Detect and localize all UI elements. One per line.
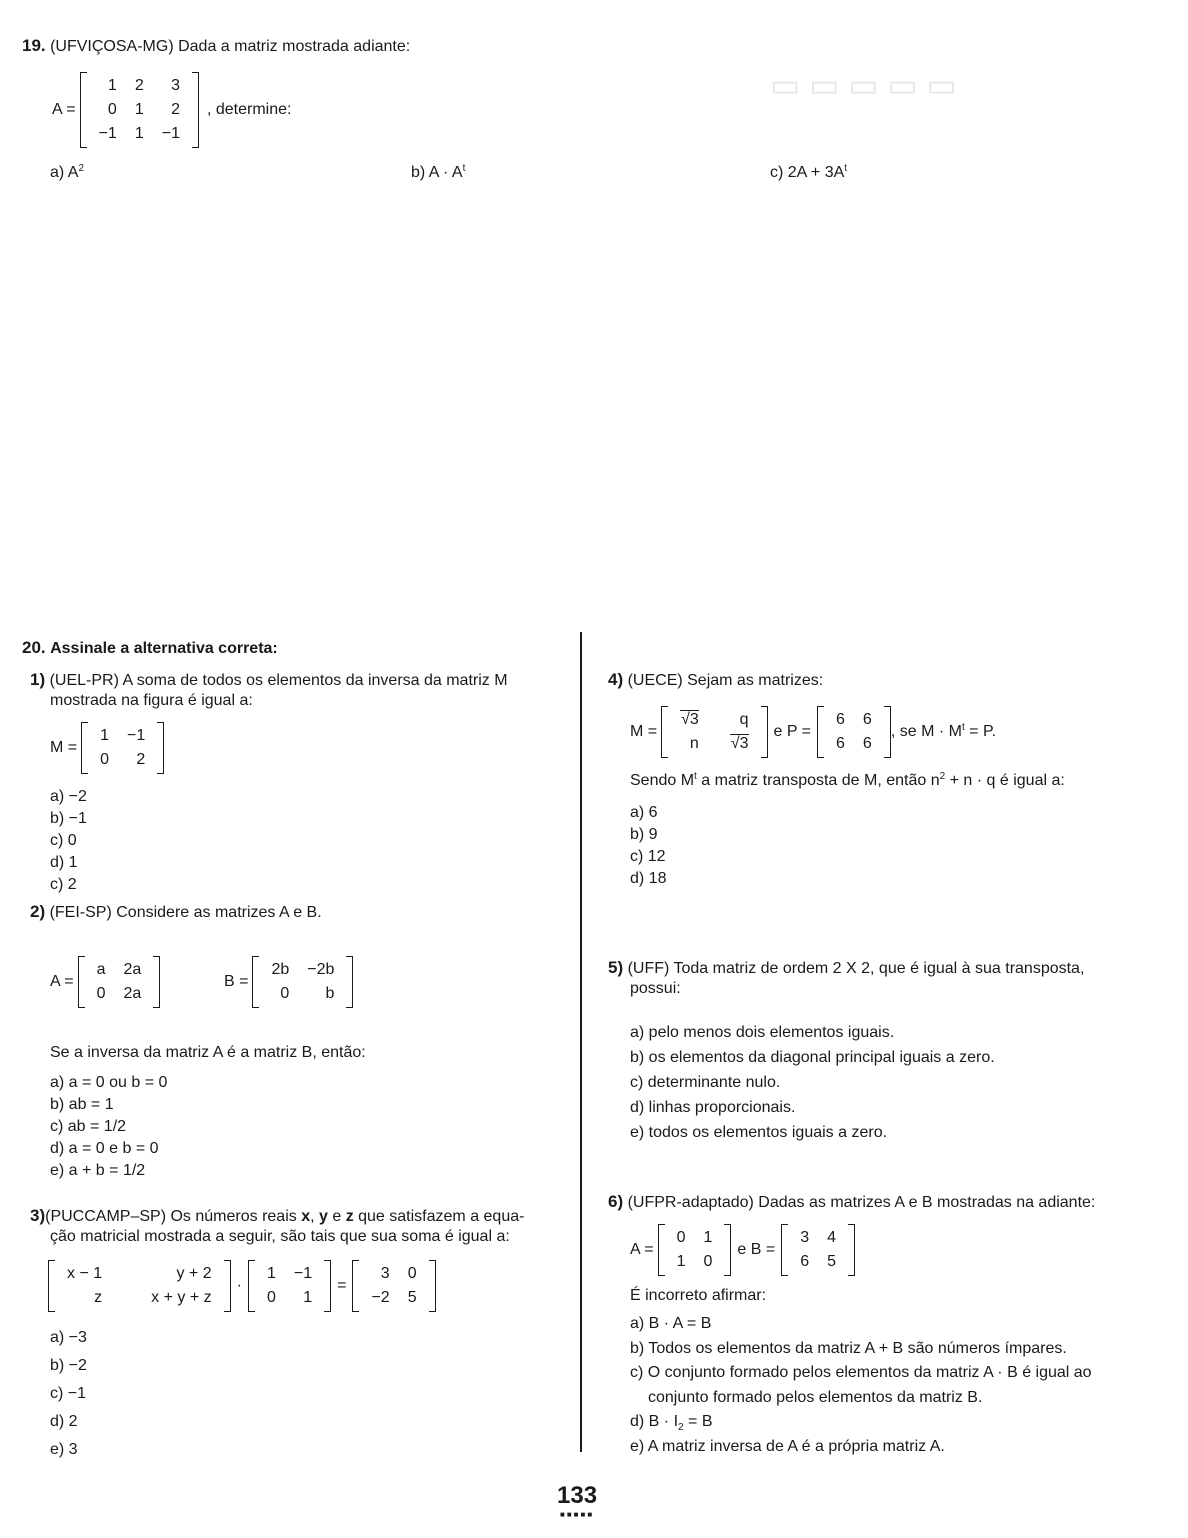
item-4-line1 (608, 670, 823, 690)
superscript: t (961, 722, 965, 733)
question-20-header (22, 638, 278, 658)
cell: −2b (307, 961, 335, 978)
question-19-header (22, 36, 410, 56)
cell: y + 2 (176, 1265, 212, 1282)
item-2-line1 (30, 902, 322, 922)
option: c) O conjunto formado pelos elementos da matriz A · B é igual ao (630, 1364, 1092, 1381)
option: a) B · A = B (630, 1315, 712, 1332)
item-number: 4) (608, 670, 624, 689)
matrix-2x2 (248, 1260, 331, 1312)
subscript: 2 (678, 1422, 684, 1433)
option: b) −1 (50, 810, 87, 827)
option: a) a = 0 ou b = 0 (50, 1074, 168, 1091)
text: + n · q é igual a: (945, 772, 1065, 789)
matrix-M-1 (50, 722, 164, 774)
cell: 1 (303, 1289, 313, 1306)
matrix-2x2 (658, 1224, 732, 1276)
option: a) −2 (50, 788, 87, 805)
var-y: y (318, 1208, 328, 1225)
cell: 0 (107, 101, 117, 118)
item-text: , (310, 1208, 319, 1225)
text: = B (683, 1413, 713, 1430)
condition-text (891, 723, 996, 741)
matrix-A-19 (52, 72, 291, 148)
question-title: Assinale a alternativa correta: (50, 640, 278, 657)
cell: 2 (171, 101, 180, 118)
item-number: 1) (30, 670, 46, 689)
option: d) linhas proporcionais. (630, 1099, 796, 1116)
matrix-2x2 (817, 706, 891, 758)
item-number: 5) (608, 958, 624, 977)
item-4-question (630, 772, 1065, 790)
var-x: x (301, 1208, 311, 1225)
cell: q (739, 711, 749, 728)
cell: 3 (171, 77, 180, 94)
matrix-label: M = (50, 739, 78, 756)
cell: 1 (134, 125, 144, 142)
matrix-label: M = (630, 723, 658, 740)
matrix-M-P-4 (630, 706, 996, 758)
matrix-2x2 (78, 956, 161, 1008)
option: a) pelo menos dois elementos iguais. (630, 1024, 895, 1041)
item-2-options (50, 1072, 167, 1182)
option (630, 1410, 1092, 1435)
column-divider (580, 632, 582, 1452)
question-text: (UFVIÇOSA-MG) Dada a matriz mostrada adiante: (50, 38, 411, 55)
option: a) −3 (50, 1329, 87, 1346)
item-text: que satisfazem a equa- (353, 1208, 525, 1225)
cell: n (689, 735, 699, 752)
option-continuation: conjunto formado pelos elementos da matriz B. (648, 1388, 983, 1406)
option: d) 18 (630, 870, 667, 887)
question-number: 20. (22, 638, 46, 657)
matrix-2x2 (352, 1260, 435, 1312)
cell: 2 (136, 751, 146, 768)
item-5-line2: possui: (630, 980, 681, 997)
matrix-label: A = (50, 973, 74, 990)
cell: 2a (123, 961, 142, 978)
option: e) todos os elementos iguais a zero. (630, 1124, 888, 1141)
option-19a (50, 164, 84, 182)
cell: 6 (800, 1253, 810, 1270)
question-number: 19. (22, 36, 46, 55)
option: a) 6 (630, 804, 658, 821)
cell: 0 (407, 1265, 417, 1282)
cell: 0 (703, 1253, 713, 1270)
bleed-through-heading: ▭ ▭ ▭ ▭ ▭ (770, 67, 957, 103)
cell: 6 (836, 711, 845, 728)
item-6-line1 (608, 1192, 1095, 1212)
cell: √3 (730, 735, 749, 752)
item-4-options (630, 802, 666, 890)
text: = P. (964, 723, 997, 740)
superscript: t (462, 163, 466, 174)
item-1-options (50, 786, 250, 896)
cell: 0 (96, 985, 106, 1002)
cell: √3 (681, 711, 699, 728)
determine-text: , determine: (206, 101, 292, 118)
cell: −1 (293, 1265, 313, 1282)
item-text: (UFPR-adaptado) Dadas as matrizes A e B mostradas na adiante: (627, 1194, 1096, 1211)
option: b) 9 (630, 826, 658, 843)
cell: 1 (107, 77, 117, 94)
matrix-equation-3 (48, 1260, 436, 1312)
item-3-options (50, 1324, 87, 1464)
cell: 4 (827, 1229, 837, 1246)
cell: 5 (827, 1253, 837, 1270)
cell: a (96, 961, 106, 978)
page-number: 133 (557, 1482, 598, 1509)
cell: 1 (676, 1253, 686, 1270)
cell: 0 (100, 751, 110, 768)
page-number-dots: ■■■■■ (560, 1510, 595, 1519)
cell: 0 (676, 1229, 686, 1246)
text: , se M · M (890, 723, 962, 740)
item-6-question: É incorreto afirmar: (630, 1287, 767, 1304)
item-text: (PUCCAMP–SP) Os números reais (45, 1208, 302, 1225)
cell: 0 (280, 985, 290, 1002)
option-text: a) A (50, 164, 79, 181)
option: d) a = 0 e b = 0 (50, 1140, 159, 1157)
connector-text: e B = (737, 1241, 776, 1258)
cell: 3 (800, 1229, 810, 1246)
option: c) 0 (50, 832, 77, 849)
matrix-2x2 (81, 722, 164, 774)
item-5-line1 (608, 958, 1084, 978)
text: Sendo M (630, 772, 695, 789)
cell: 3 (380, 1265, 390, 1282)
option: c) ab = 1/2 (50, 1118, 127, 1135)
option-text: c) 2A + 3A (770, 164, 845, 181)
connector-text: e P = (773, 723, 812, 740)
cell: 1 (266, 1265, 276, 1282)
var-z: z (345, 1208, 354, 1225)
cell: x + y + z (151, 1289, 212, 1306)
cell: b (325, 985, 335, 1002)
superscript: t (844, 163, 848, 174)
matrix-A-B-6 (630, 1224, 855, 1276)
option-19c (770, 164, 847, 182)
cell: 6 (862, 735, 872, 752)
option: b) ab = 1 (50, 1096, 114, 1113)
item-3-line1 (30, 1206, 524, 1226)
option: c) determinante nulo. (630, 1074, 781, 1091)
item-text: (UFF) Toda matriz de ordem 2 X 2, que é igual à sua transposta, (627, 960, 1085, 977)
matrix-label: A = (630, 1241, 654, 1258)
option: b) Todos os elementos da matriz A + B são números ímpares. (630, 1339, 1067, 1357)
cell: 1 (134, 101, 144, 118)
matrix-2x2 (48, 1260, 231, 1312)
option: d) 1 (50, 854, 78, 871)
matrix-2x2 (252, 956, 353, 1008)
cell: z (94, 1289, 103, 1306)
item-number: 3) (30, 1206, 46, 1225)
text: a matriz transposta de M, então n (696, 772, 940, 789)
cell: 2b (271, 961, 290, 978)
option: e) A matriz inversa de A é a própria matriz A. (630, 1437, 945, 1455)
item-6-options (630, 1312, 1092, 1459)
cell: 2a (123, 985, 142, 1002)
cell: 6 (862, 711, 872, 728)
item-1-line1 (30, 670, 508, 690)
cell: 1 (703, 1229, 713, 1246)
item-2-question: Se a inversa da matriz A é a matriz B, então: (50, 1044, 366, 1061)
option: c) −1 (50, 1385, 87, 1402)
cell: 6 (836, 735, 845, 752)
equals-sign: = (337, 1277, 347, 1294)
cell: 2 (134, 77, 144, 94)
option-19b (411, 164, 465, 182)
item-text: (FEI-SP) Considere as matrizes A e B. (49, 904, 322, 921)
matrix-label: B = (224, 973, 249, 990)
option: e) a + b = 1/2 (50, 1162, 146, 1179)
option: e) 3 (50, 1441, 78, 1458)
superscript: 2 (939, 771, 946, 782)
multiply-sign: · (236, 1277, 242, 1294)
option-text: b) A · A (411, 164, 463, 181)
cell: x − 1 (67, 1265, 103, 1282)
cell: −1 (127, 727, 146, 744)
matrix-B-2 (224, 956, 353, 1008)
option: c) 12 (630, 848, 666, 865)
option: b) os elementos da diagonal principal iguais a zero. (630, 1049, 995, 1066)
item-5-options (630, 1020, 995, 1145)
superscript: 2 (78, 163, 85, 174)
matrix-A-2 (50, 956, 160, 1008)
item-text: e (327, 1208, 346, 1225)
cell: −2 (371, 1289, 390, 1306)
item-number: 2) (30, 902, 46, 921)
matrix-label: A = (52, 101, 76, 118)
option: c) 2 (50, 876, 77, 893)
cell: 0 (266, 1289, 276, 1306)
matrix-2x2 (661, 706, 767, 758)
text: d) B · I (630, 1413, 679, 1430)
matrix-3x3 (80, 72, 199, 148)
superscript: t (694, 771, 697, 782)
cell: 5 (407, 1289, 417, 1306)
cell: −1 (161, 125, 180, 142)
matrix-2x2 (781, 1224, 855, 1276)
item-1-line2: mostrada na figura é igual a: (50, 692, 253, 709)
cell: 1 (100, 727, 110, 744)
option: d) 2 (50, 1413, 78, 1430)
item-number: 6) (608, 1192, 624, 1211)
cell: −1 (98, 125, 117, 142)
item-text: (UEL-PR) A soma de todos os elementos da inversa da matriz M (49, 672, 508, 689)
option: b) −2 (50, 1357, 87, 1374)
item-text: (UECE) Sejam as matrizes: (627, 672, 824, 689)
item-3-line2: ção matricial mostrada a seguir, são tais que sua soma é igual a: (50, 1228, 510, 1245)
